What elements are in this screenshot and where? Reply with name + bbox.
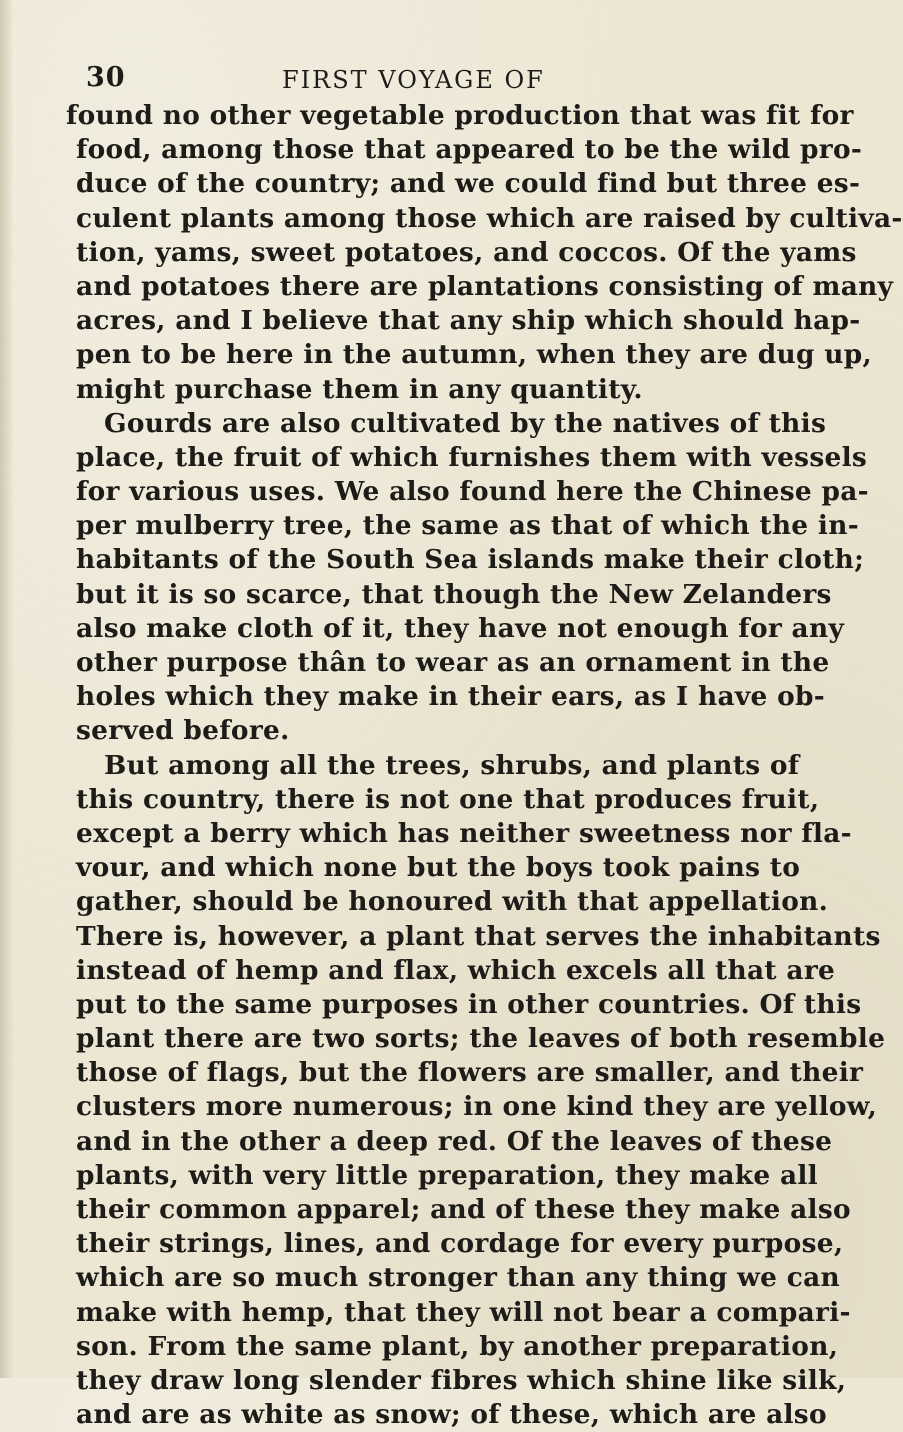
text-line: holes which they make in their ears, as I have ob- <box>76 681 826 713</box>
text-line: their strings, lines, and cordage for every purpose, <box>76 1228 844 1260</box>
text-line: but it is so scarce, that though the New Zelanders <box>76 578 832 610</box>
text-line: culent plants among those which are raised by cultiva- <box>76 202 903 234</box>
text-line: per mulberry tree, the same as that of which the in- <box>76 510 859 542</box>
text-line: clusters more numerous; in one kind they are yellow, <box>76 1091 878 1123</box>
text-line: and in the other a deep red. Of the leaves of these <box>76 1125 833 1157</box>
text-line: plant there are two sorts; the leaves of both resemble <box>76 1023 886 1055</box>
text-line: also make cloth of it, they have not enough for any <box>76 612 845 644</box>
text-line: tion, yams, sweet potatoes, and coccos. Of the yams <box>76 236 857 268</box>
text-line: might purchase them in any quantity. <box>76 373 643 405</box>
text-line: son. From the same plant, by another preparation, <box>76 1330 839 1362</box>
text-line: acres, and I believe that any ship which should hap- <box>76 305 861 337</box>
text-line: food, among those that appeared to be the wild pro- <box>76 134 863 166</box>
paragraph-start-line: Gourds are also cultivated by the natives of this <box>104 407 827 439</box>
text-line: gather, should be honoured with that appellation. <box>76 886 829 918</box>
text-line: their common apparel; and of these they make also <box>76 1194 851 1225</box>
text-line: There is, however, a plant that serves the inhabitants <box>76 920 881 952</box>
body-text <box>66 99 903 1432</box>
text-line: and are as white as snow; of these, which are also <box>76 1399 827 1431</box>
text-line: and potatoes there are plantations consisting of many <box>76 270 894 302</box>
text-line: this country, there is not one that produces fruit, <box>76 783 820 815</box>
page-number: 30 <box>86 62 126 93</box>
text-line: make with hemp, that they will not bear a compari- <box>76 1296 851 1328</box>
text-line: found no other vegetable production that was fit for <box>66 100 854 131</box>
text-line: for various uses. We also found here the Chinese pa- <box>76 476 869 508</box>
text-line: other purpose thân to wear as an ornament in the <box>76 647 830 678</box>
text-line: which are so much stronger than any thing we can <box>76 1262 840 1294</box>
text-line: place, the fruit of which furnishes them with vessels <box>76 441 868 473</box>
text-line: habitants of the South Sea islands make their cloth; <box>76 544 865 576</box>
text-line: instead of hemp and flax, which excels all that are <box>76 954 836 986</box>
text-line: vour, and which none but the boys took pains to <box>76 852 801 884</box>
text-line: served before. <box>76 715 290 747</box>
running-title: FIRST VOYAGE OF <box>282 66 545 94</box>
text-line: duce of the country; and we could find but three es- <box>76 168 861 200</box>
text-line: they draw long slender fibres which shine like silk, <box>76 1364 847 1396</box>
paragraph-start-line: But among all the trees, shrubs, and plants of <box>104 749 800 781</box>
text-line: plants, with very little preparation, they make all <box>76 1159 818 1191</box>
running-head <box>0 60 800 96</box>
text-line: those of flags, but the flowers are smaller, and their <box>76 1057 864 1089</box>
text-line: except a berry which has neither sweetness nor fla- <box>76 817 852 849</box>
text-line: put to the same purposes in other countries. Of this <box>76 988 862 1020</box>
text-line: pen to be here in the autumn, when they are dug up, <box>76 339 872 371</box>
